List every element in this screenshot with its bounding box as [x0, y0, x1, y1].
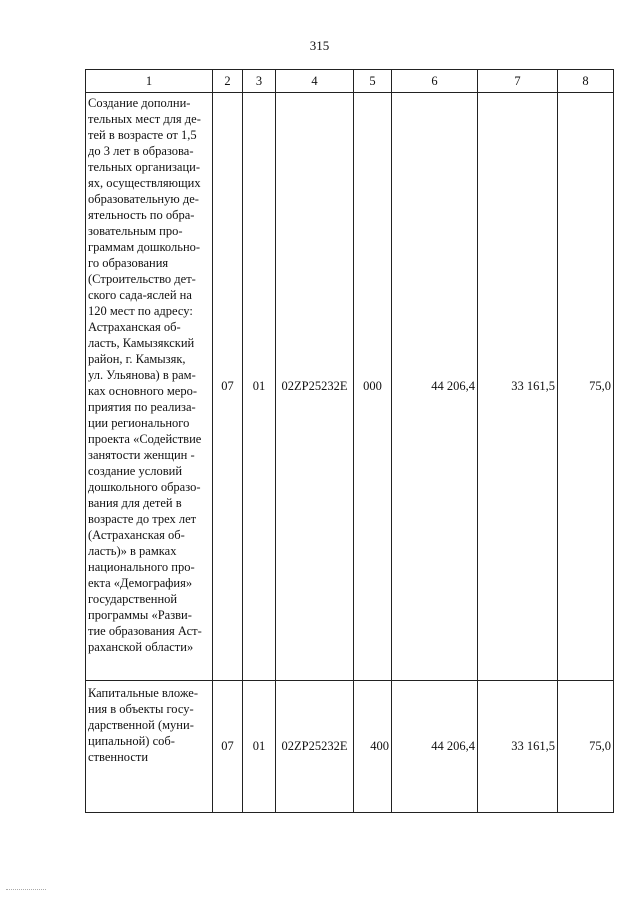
description-line: (Астраханская об- [88, 528, 185, 542]
header-col-6: 6 [392, 70, 478, 93]
cell-expense-type: 000 [354, 93, 392, 681]
header-col-4: 4 [276, 70, 354, 93]
header-col-7: 7 [478, 70, 558, 93]
description-line: ственности [88, 750, 149, 764]
description-line: тельных мест для де- [88, 112, 201, 126]
description-line: приятия по реализа- [88, 400, 196, 414]
description-line: ции регионального [88, 416, 190, 430]
description-line: граммам дошкольно- [88, 240, 201, 254]
description-line: занятости женщин - [88, 448, 195, 462]
description-line: зовательным про- [88, 224, 183, 238]
description-line: ул. Ульянова) в рам- [88, 368, 196, 382]
description-line: государственной [88, 592, 178, 606]
description-line: ласть, Камызякский [88, 336, 195, 350]
description-line: ках основного меро- [88, 384, 198, 398]
description-line: ципальной) соб- [88, 734, 175, 748]
cell-percent: 75,0 [558, 93, 614, 681]
description-line: го образования [88, 256, 169, 270]
description-line: программы «Разви- [88, 608, 192, 622]
cell-target-article: 02ZP25232E [276, 681, 354, 813]
description-line: дарственной (муни- [88, 718, 194, 732]
description-line: до 3 лет в образова- [88, 144, 194, 158]
description-line: тей в возрасте от 1,5 [88, 128, 197, 142]
description-line: тельных организаци- [88, 160, 200, 174]
header-col-1: 1 [86, 70, 213, 93]
description-line: екта «Демография» [88, 576, 193, 590]
header-col-2: 2 [213, 70, 243, 93]
cell-percent: 75,0 [558, 681, 614, 813]
description-line: ятельность по обра- [88, 208, 195, 222]
description-line: Создание дополни- [88, 96, 191, 110]
row-description [86, 681, 213, 813]
description-line: ях, осуществляющих [88, 176, 201, 190]
description-line: 120 мест по адресу: [88, 304, 193, 318]
cell-actual-amount: 33 161,5 [478, 681, 558, 813]
row-description [86, 93, 213, 681]
cell-section: 07 [213, 681, 243, 813]
cell-section: 07 [213, 93, 243, 681]
description-line: ласть)» в рамках [88, 544, 177, 558]
cell-expense-type: 400 [354, 681, 392, 813]
table-row [86, 93, 614, 681]
description-line: (Строительство дет- [88, 272, 196, 286]
header-col-5: 5 [354, 70, 392, 93]
description-line: ского сада-яслей на [88, 288, 192, 302]
cell-target-article: 02ZP25232E [276, 93, 354, 681]
description-line: вания для детей в [88, 496, 182, 510]
table-row [86, 681, 614, 813]
scan-artifact [6, 889, 46, 891]
header-row [86, 70, 614, 93]
description-line: образовательную де- [88, 192, 199, 206]
header-col-8: 8 [558, 70, 614, 93]
description-line: тие образования Аст- [88, 624, 202, 638]
cell-subsection: 01 [243, 93, 276, 681]
page-number: 315 [309, 38, 330, 53]
description-line: дошкольного образо- [88, 480, 201, 494]
description-line: создание условий [88, 464, 183, 478]
description-line: проекта «Содействие [88, 432, 202, 446]
description-line: Астраханская об- [88, 320, 181, 334]
description-line: Капитальные вложе- [88, 686, 199, 700]
description-line: ния в объекты госу- [88, 702, 194, 716]
cell-actual-amount: 33 161,5 [478, 93, 558, 681]
description-line: раханской области» [88, 640, 194, 654]
cell-plan-amount: 44 206,4 [392, 681, 478, 813]
cell-plan-amount: 44 206,4 [392, 93, 478, 681]
header-col-3: 3 [243, 70, 276, 93]
description-line: возрасте до трех лет [88, 512, 197, 526]
budget-table [85, 69, 614, 813]
description-line: район, г. Камызяк, [88, 352, 186, 366]
description-line: национального про- [88, 560, 195, 574]
cell-subsection: 01 [243, 681, 276, 813]
